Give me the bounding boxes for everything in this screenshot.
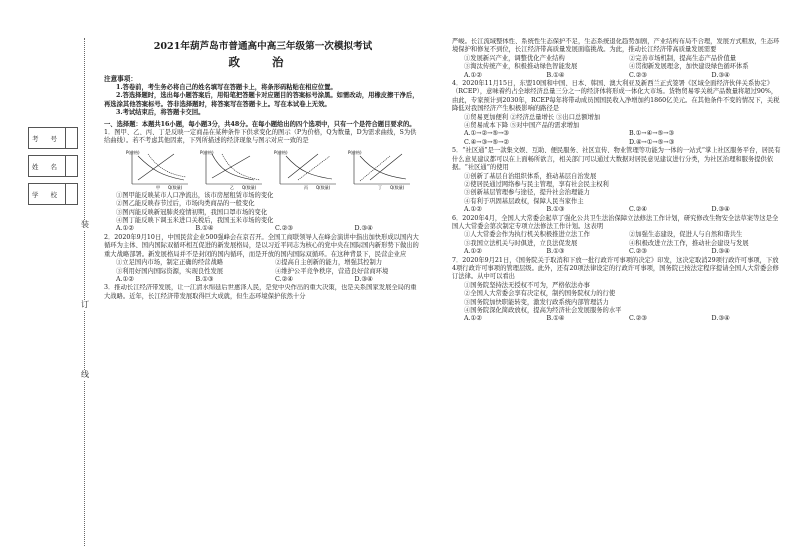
question-2-option: ②提高自主创新的能力，增强其控制力 — [275, 259, 383, 267]
answer-b[interactable]: B.①③ — [195, 275, 214, 283]
graph-bing-caption: 丙 — [304, 184, 308, 190]
graph-yi-caption: 乙 — [230, 184, 234, 190]
answer-a[interactable]: A.①② — [464, 206, 482, 214]
question-7-stem: 7．2020年9月21日，《国务院关于取消和下放一批行政许可事项的决定》印发，这决定取消29项行政许可事项，下放4项行政许可事项的管理层级。此外，还有20项法律设定的行政许可事项，国务院已按法定程序提请全国人大常委会修订法律。从中可以看出 — [452, 256, 779, 281]
left-column — [104, 40, 422, 301]
graph-ding — [346, 148, 414, 190]
school-box — [28, 183, 78, 205]
question-5-stem: 5．“社区通”是一款集文娱、互助、便民服务、社区宣传、物业管理等功能为一体的一站式“掌上社区服务平台，居民有什么意见建议都可以在上面畅所欲言，相关部门可以通过大数据对居民意见建议进行分类，为社区治理和服务提供依据。“社区通”的使用 — [452, 147, 781, 172]
answer-d[interactable]: D.③④ — [711, 71, 730, 79]
question-1-option: ③图丙能反映新冠肺炎疫情初期，我国口罩市场的变化 — [116, 208, 268, 216]
school-label: 学 校 — [31, 190, 63, 199]
question-3-option: ④贯彻新发展理念，加快建设绿色循环体系 — [629, 63, 749, 71]
question-6-option: ①人大常委会作为执行机关积极推进立法工作 — [464, 231, 590, 239]
exam-number-box — [28, 127, 78, 149]
answer-c[interactable]: C.②③ — [275, 225, 293, 233]
answer-b[interactable]: B.①④ — [546, 71, 565, 79]
question-5-option: ①创新了基层自治组织体系，推动基层自治发展 — [464, 172, 597, 180]
answer-c[interactable]: C.②④ — [275, 275, 293, 283]
answer-c[interactable]: C.②③ — [629, 248, 647, 256]
question-6-stem: 6．2020年4月，全国人大常委会起草了强化公共卫生法治保障立法修法工作计划，研究修改生物安全法草案等这是全国人大常委会第次制定专项立法修法工作计划。这表明 — [452, 214, 779, 230]
question-2-option: ③利用好国内国际资源，实现良性发展 — [116, 267, 224, 275]
question-2-answers — [104, 276, 422, 284]
graph-jia-xlabel: Q(数量) — [168, 184, 183, 190]
answer-d[interactable]: D.③④ — [711, 248, 730, 256]
question-6-option: ④积极改进立法工作，推动社会建设与发展 — [629, 239, 749, 247]
question-7-option: ①国务院坚持法无授权不可为，严格依法办事 — [464, 281, 590, 289]
graph-bing-ylabel: P(价格) — [274, 149, 288, 155]
graph-jia — [124, 148, 192, 190]
answer-a[interactable]: A.①② — [464, 315, 482, 323]
graph-ding-ylabel: P(价格) — [348, 149, 362, 155]
graph-bing — [272, 148, 340, 190]
binding-dotted-line — [84, 38, 85, 546]
section-heading: 一、选择题：本题共16小题，每小题3分，共48分。在每小题给出的四个选项中，只有一个是符合题目要求的。 — [104, 120, 416, 128]
binding-margin — [0, 0, 90, 560]
name-label: 姓 名 — [31, 162, 63, 171]
answer-b[interactable]: B.①③ — [546, 248, 565, 256]
question-3-option: ②完善市场机制，提高生态产品价值量 — [629, 54, 737, 62]
answer-d[interactable]: D.③④ — [354, 275, 373, 283]
answer-d[interactable]: D.③④ — [711, 206, 730, 214]
notice-heading: 注意事项： — [104, 75, 137, 83]
question-5-answers — [452, 206, 782, 214]
answer-d[interactable]: D.③④ — [354, 225, 373, 233]
name-field[interactable] — [65, 156, 77, 176]
question-2-option: ①立足国内市场，制定正确的经营战略 — [116, 259, 224, 267]
graph-jia-ylabel: P(价格) — [126, 149, 140, 155]
question-5-option: ④有利于巩固基层政权，保障人民当家作主 — [464, 197, 584, 205]
exam-subject: 政 治 — [228, 55, 298, 69]
notice-item: 2.答选择题时，选出每小题答案后，用铅笔把答题卡对应题目的答案标号涂黑。如需改动，用橡皮擦干净后，再选涂其他答案标号。答非选择题时，将答案写在答题卡上。写在本试卷上无效。 — [104, 92, 419, 108]
question-4-option: ①贸易更加便利 ②经济总量增长 ③出口总额增加 — [464, 113, 601, 121]
graph-jia-caption: 甲 — [156, 184, 160, 190]
exam-number-field[interactable] — [65, 128, 77, 148]
answer-c[interactable]: C.②③ — [629, 315, 647, 323]
answer-c[interactable]: C.④→③→⑤→② — [464, 138, 510, 146]
binding-char-ding: 订 — [81, 300, 89, 309]
graph-yi-ylabel: P(价格) — [200, 149, 214, 155]
notice-item: 3.考试结束后，将答题卡交回。 — [116, 109, 205, 117]
answer-b[interactable]: B.①③ — [546, 206, 565, 214]
question-5-option: ③创新基层管理参与途径，提升社会治理能力 — [464, 189, 590, 197]
binding-char-xian: 线 — [81, 370, 89, 379]
question-3-option: ③淘汰传统产业，积极推动绿色智能发展 — [464, 63, 578, 71]
school-field[interactable] — [65, 184, 77, 204]
question-1-option: ②图乙能反映春节过后，市场肉类商品的一般变化 — [116, 200, 255, 208]
answer-d[interactable]: D.④→①→⑤→③ — [629, 138, 675, 146]
name-box — [28, 155, 78, 177]
question-1-option: ①图甲能反映某市人口净流出，该市房屋租赁市场的变化 — [116, 191, 274, 199]
question-6-option: ②加强生态建设，促进人与自然和谐共生 — [629, 231, 743, 239]
question-3-stem-continued: 严峻。长江流域整体性、系统性生态保护不足，生态系统退化趋势加剧，产业结构布局不合理，发展方式粗放，生态环境保护和修复不到位，长江经济带高质量发展面临挑战。为此，推动长江经济带高质量发展需要 — [452, 38, 780, 54]
answer-a[interactable]: A.①→②→⑤→③ — [464, 130, 509, 138]
answer-b[interactable]: B.①→④→⑤→③ — [629, 130, 675, 138]
answer-b[interactable]: B.①④ — [195, 225, 214, 233]
question-7-option: ③国务院加快职能转变，激发行政系统内部管理活力 — [464, 298, 609, 306]
question-2-stem: 2．2020年9月10日，中国民营企业500强峰会在京召开。全国工商联领导人在峰会演讲中指出加快形成以国内大循环为主体、国内国际双循环相互促进的新发展格局，是以习近平同志为核心的党中央在国际国内新形势下做出的重大战略部署。新发展格局并不是封闭的国内循环，而是开放的国内国际双循环。在这种背景下，民营企业应 — [104, 233, 419, 258]
graph-bing-xlabel: Q(数量) — [316, 184, 331, 190]
binding-char-zhuang: 装 — [81, 220, 89, 229]
exam-title: 2021年葫芦岛市普通高中高三年级第一次模拟考试 — [153, 41, 373, 52]
graph-yi-xlabel: Q(数量) — [242, 184, 257, 190]
graph-ding-xlabel: Q(数量) — [390, 184, 405, 190]
question-2-option: ④维护公平竞争秩序，营造良好营商环境 — [275, 267, 389, 275]
question-3-answers — [452, 72, 782, 80]
question-7-answers — [452, 315, 782, 323]
answer-a[interactable]: A.①② — [116, 225, 134, 233]
question-4-option: ④贸易成本下降 ⑤对中国产品的需求增加 — [464, 122, 580, 130]
question-6-answers — [452, 248, 782, 256]
question-5-option: ②使居民通过网络参与民主管理，享有社会民主权利 — [464, 180, 609, 188]
question-1-option: ④图丁能反映下调玉米进口关税后，我国玉米市场的变化 — [116, 217, 274, 225]
question-1-answers — [104, 225, 422, 233]
question-1-stem: 1．图甲、乙、丙、丁是反映一定商品在某种条件下供求变化的图示（P为价格，Q为数量，D为需求曲线，S为供给曲线）。若不考虑其他因素，下列所描述的经济现象与图示对应一致的是 — [104, 129, 417, 145]
answer-a[interactable]: A.①② — [464, 248, 482, 256]
graph-yi — [198, 148, 266, 190]
exam-number-label: 考 号 — [31, 134, 63, 143]
answer-d[interactable]: D.③④ — [711, 315, 730, 323]
question-3-stem-part: 3．推动长江经济带发展，让一江清水绵延后世惠泽人民，是党中央作出的重大决策，也是关系国家发展全局的重大战略。近年，长江经济带发展取得巨大成就，但生态环境保护依然十分 — [104, 284, 417, 300]
answer-a[interactable]: A.①② — [464, 71, 482, 79]
answer-a[interactable]: A.①② — [116, 275, 134, 283]
question-7-option: ④国务院深化简政放权，提高为经济社会发展服务的水平 — [464, 307, 622, 314]
graph-ding-caption: 丁 — [378, 184, 382, 190]
notice-item: 1.答卷前，考生务必将自己的姓名填写在答题卡上，将条形码粘贴在相应位置。 — [116, 84, 337, 91]
supply-demand-graphs — [124, 148, 414, 190]
question-6-option: ③我国立法机关与时俱进，立良法促发展 — [464, 239, 578, 247]
answer-c[interactable]: C.②③ — [629, 71, 647, 79]
question-3-option: ①发展新兴产业，调整优化产业结构 — [464, 54, 565, 62]
question-4-stem: 4．2020年11月15日，东盟10国和中国、日本、韩国、澳大利亚及新西兰正式签署《区域全面经济伙伴关系协定》（RCEP），意味着约占全球经济总量三分之一的经济体将形成一体化大市场。货物贸易零关税产品数量将超过90%，由此，专家预计到2030年，RCEP每年将带动成员国国民收入净增加约1860亿美元。在其他条件不变的情况下，关税降低对我国经济产生积极影响的路径是 — [452, 80, 780, 113]
right-column — [452, 38, 782, 324]
answer-b[interactable]: B.①④ — [546, 315, 565, 323]
question-7-option: ②全国人大常委会享有决定权，制约国务院权力的行使 — [464, 290, 616, 298]
answer-c[interactable]: C.②④ — [629, 206, 647, 214]
